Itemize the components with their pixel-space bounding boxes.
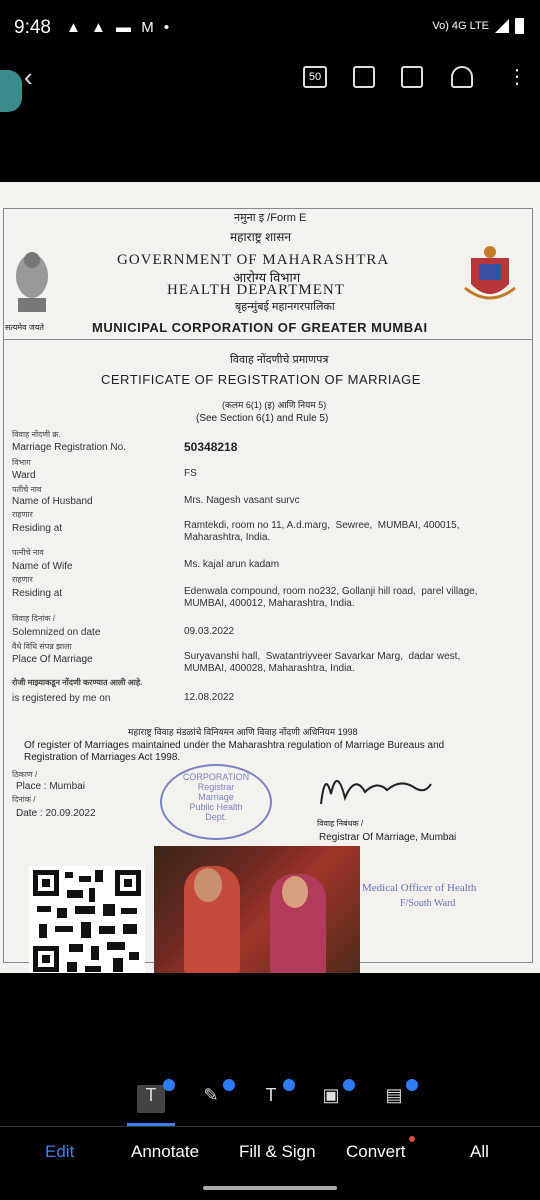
corp-mr: बृहन्मुंबई महानगरपालिका <box>235 301 335 313</box>
corporation-title: MUNICIPAL CORPORATION OF GREATER MUMBAI <box>92 320 428 335</box>
back-arrow-icon[interactable]: ‹ <box>24 62 33 92</box>
battery-icon <box>515 18 524 34</box>
registration-number: 50348218 <box>184 440 238 454</box>
field-value: Mrs. Nagesh vasant survc <box>184 495 300 506</box>
place-mr: ठिकाण / <box>12 770 38 779</box>
state-mr: महाराष्ट्र शासन <box>230 230 292 244</box>
tabs-divider <box>0 1126 540 1127</box>
field-label: Place Of Marriage <box>12 654 93 665</box>
field-mr: विवाह नोंदणी क्र. <box>12 430 61 439</box>
act-mr: महाराष्ट्र विवाह मंडळांचे विनियमन आणि विवाह नोंदणी अधिनियम 1998 <box>128 727 358 737</box>
field-value: Ramtekdi, room no 11, A.d.marg, Sewree, MUMBAI, 400015, Maharashtra, India. <box>184 520 460 543</box>
field-label: is registered by me on <box>12 693 111 704</box>
tab-fill-sign[interactable]: Fill & Sign <box>239 1142 316 1161</box>
convert-badge <box>409 1136 415 1142</box>
medical-officer-seal: Medical Officer of Health <box>362 882 477 894</box>
couple-photo <box>154 846 360 973</box>
official-stamp: CORPORATION Registrar Marriage Public Health Dept. <box>160 764 272 840</box>
field-label: Residing at <box>12 523 63 534</box>
section-mr: (कलम 6(1) (इ) आणि नियम 5) <box>222 400 327 410</box>
national-emblem-icon <box>8 240 56 320</box>
share-icon[interactable] <box>451 66 473 88</box>
corporation-crest-icon <box>463 244 517 306</box>
status-right <box>432 18 524 34</box>
side-tab-icon[interactable] <box>0 70 22 112</box>
zoom-button[interactable]: 50 <box>303 66 327 88</box>
fill-sign-icon[interactable]: T <box>257 1085 285 1113</box>
tab-edit[interactable]: Edit <box>45 1142 75 1161</box>
field-value: 12.08.2022 <box>184 692 235 703</box>
status-time: 9:48 <box>14 17 51 38</box>
date-text: Date : 20.09.2022 <box>16 808 96 819</box>
app-toolbar <box>0 58 540 98</box>
place-text: Place : Mumbai <box>16 781 85 792</box>
ward-seal: F/South Ward <box>400 898 456 909</box>
date-mr: दिनांक / <box>12 795 36 804</box>
field-label: Marriage Registration No. <box>12 442 126 453</box>
certificate-title-mr: विवाह नोंदणीचे प्रमाणपत्र <box>230 354 329 366</box>
convert-icon[interactable]: ▤ <box>380 1085 408 1113</box>
registrar-title: Registrar Of Marriage, Mumbai <box>319 832 457 843</box>
field-value: Edenwala compound, room no232, Gollanji hill road, parel village, MUMBAI, 400012, Maharashtra, India. <box>184 586 478 609</box>
form-number: नमुना इ /Form E <box>234 212 307 224</box>
field-mr: राहणार <box>12 510 33 519</box>
tab-annotate[interactable]: Annotate <box>131 1142 200 1161</box>
home-indicator[interactable] <box>203 1186 337 1190</box>
bottom-tool-strip <box>0 1075 540 1127</box>
act-text: Of register of Marriages maintained under the Maharashtra regulation of Marriage Bureaus and Registration of Marriages Act 1998. <box>24 740 445 763</box>
field-label: Solemnized on date <box>12 627 101 638</box>
field-mr: विभाग <box>12 458 31 467</box>
certificate-title: CERTIFICATE OF REGISTRATION OF MARRIAGE <box>101 372 421 387</box>
emblem-caption: सत्यमेव जयते <box>5 323 44 332</box>
text-edit-icon[interactable]: T <box>137 1085 165 1113</box>
dept-mr: आरोग्य विभाग <box>233 270 301 285</box>
signature <box>315 764 435 812</box>
header-divider <box>3 339 533 340</box>
notification-icons: ▲ ▲ ▬ M • <box>66 19 173 36</box>
field-value: FS <box>184 468 197 479</box>
field-label: Ward <box>12 470 36 481</box>
section-reference: (See Section 6(1) and Rule 5) <box>196 413 329 424</box>
qr-code <box>29 866 145 973</box>
image-icon[interactable]: ▣ <box>317 1085 345 1113</box>
field-mr: पतीचे नाव <box>12 485 42 494</box>
field-label: Residing at <box>12 588 63 599</box>
department-title: HEALTH DEPARTMENT <box>167 282 345 298</box>
field-value: 09.03.2022 <box>184 626 235 637</box>
field-label: Name of Wife <box>12 561 73 572</box>
field-value: Suryavanshi hall, Swatantriyveer Savarkar Marg, dadar west, MUMBAI, 400028, Maharashtra, India. <box>184 651 461 674</box>
field-mr: पत्नीचे नाव <box>12 548 44 557</box>
page-view-icon[interactable] <box>353 66 375 88</box>
layout-icon[interactable] <box>401 66 423 88</box>
network-label: Vo) 4G LTE <box>432 20 489 32</box>
annotate-icon[interactable]: ✎ <box>197 1085 225 1113</box>
tab-convert[interactable]: Convert <box>346 1142 406 1161</box>
field-label: Name of Husband <box>12 496 93 507</box>
field-mr: राहणार <box>12 575 33 584</box>
more-options-icon[interactable]: ⋮ <box>507 66 527 88</box>
registrar-mr: विवाह निबंधक / <box>317 819 364 828</box>
field-mr: विवाह दिनांक / <box>12 614 55 623</box>
field-mr: रोजी माझ्याकडून नोंदणी करण्यात आली आहे. <box>12 678 143 687</box>
signal-icon <box>495 19 509 33</box>
tab-all[interactable]: All <box>470 1142 489 1161</box>
status-bar <box>0 0 540 58</box>
field-mr: वैधे विधि संपन्न झाला <box>12 642 72 651</box>
bottom-tabs <box>0 1136 540 1166</box>
document-page <box>0 182 540 973</box>
field-value: Ms. kajal arun kadam <box>184 559 280 570</box>
government-title: GOVERNMENT OF MAHARASHTRA <box>117 252 390 268</box>
